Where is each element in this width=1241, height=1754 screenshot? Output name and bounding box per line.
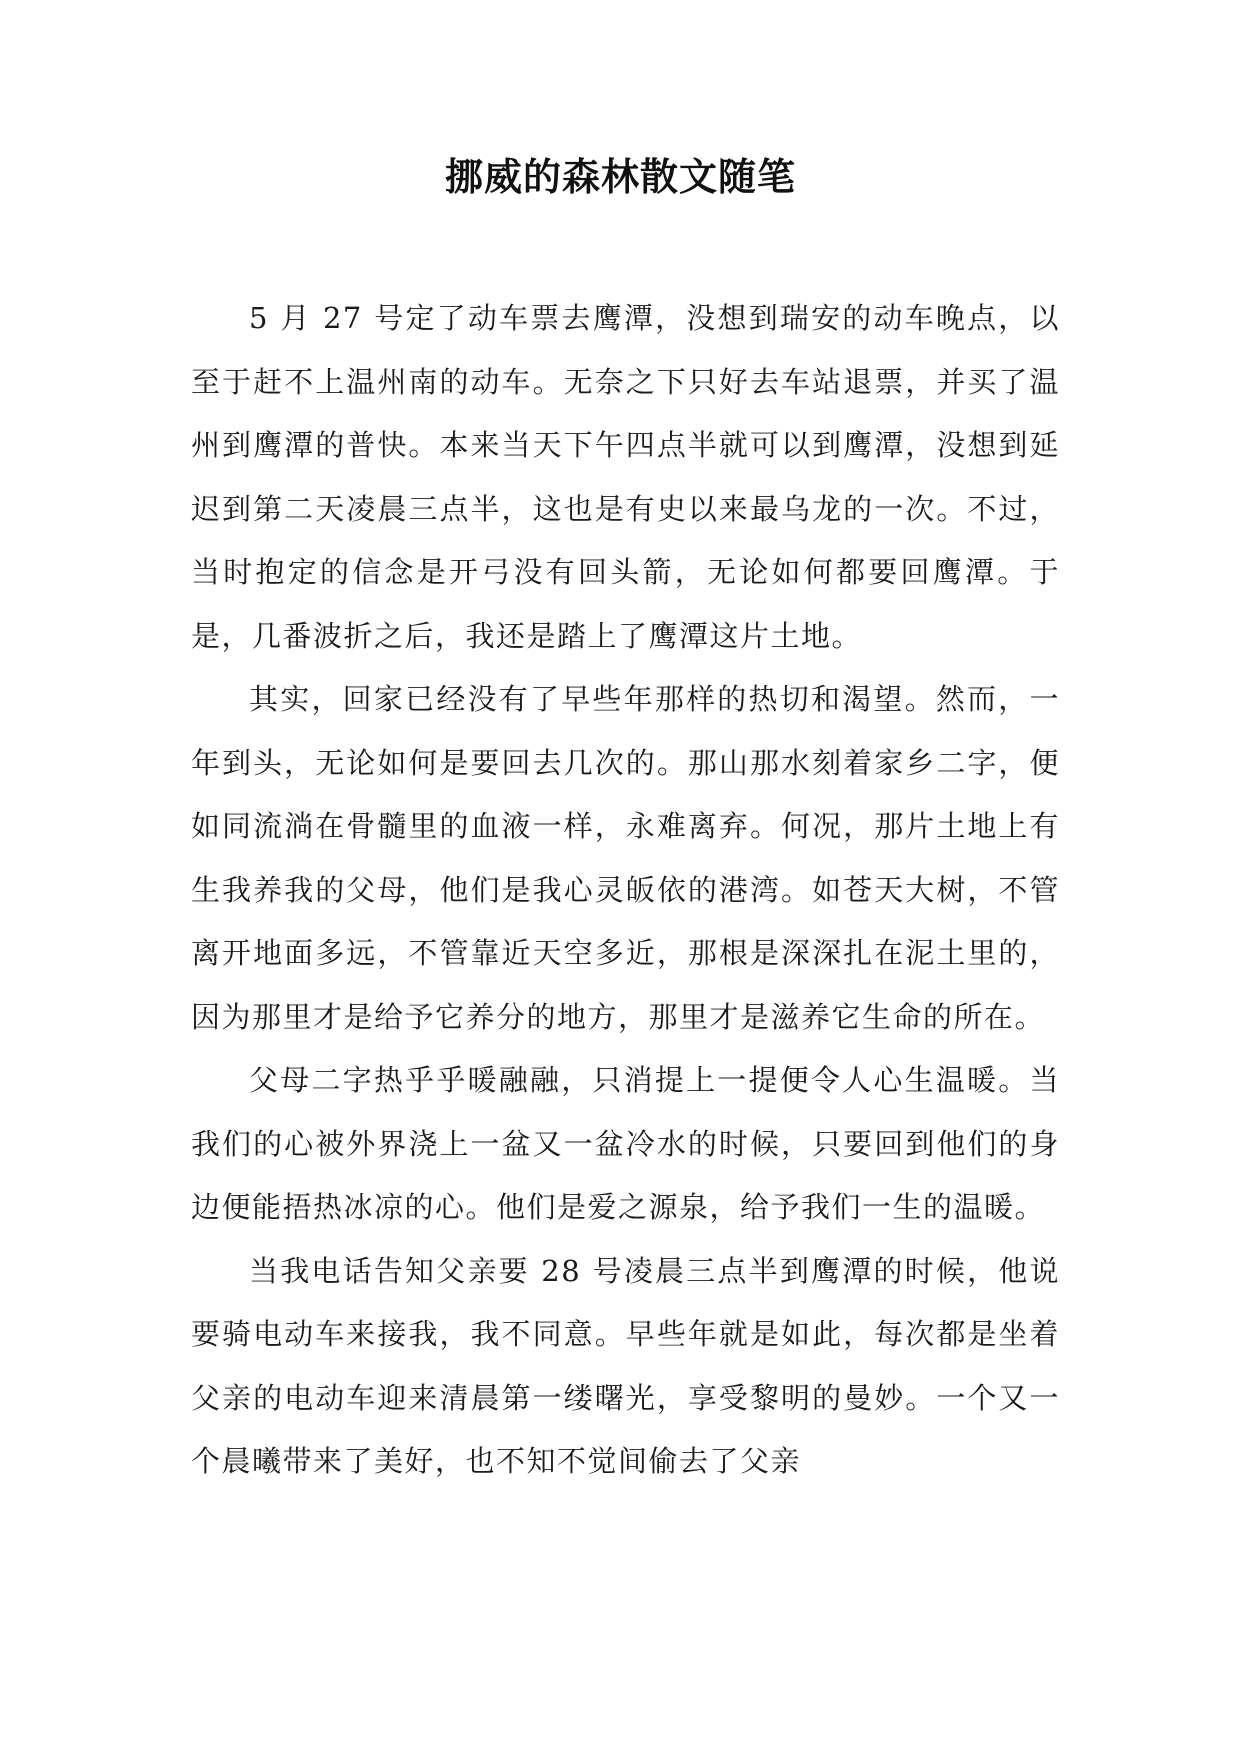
document-body: [191, 287, 1060, 1494]
paragraph-3: 父母二字热乎乎暖融融，只消提上一提便令人心生温暖。当我们的心被外界浇上一盆又一盆冷水的时候，只要回到他们的身边便能捂热冰凉的心。他们是爱之源泉，给予我们一生的温暖。: [191, 1063, 1060, 1224]
document-title: 挪威的森林散文随笔: [444, 154, 796, 199]
paragraph-4: 当我电话告知父亲要 28 号凌晨三点半到鹰潭的时候，他说要骑电动车来接我，我不同意。早些年就是如此，每次都是坐着父亲的电动车迎来清晨第一缕曙光，享受黎明的曼妙。一个又一个晨曦带来了美好，也不知不觉间偷去了父亲: [191, 1253, 1060, 1478]
paragraph-2: 其实，回家已经没有了早些年那样的热切和渴望。然而，一年到头，无论如何是要回去几次的。那山那水刻着家乡二字，便如同流淌在骨髓里的血液一样，永难离弃。何况，那片土地上有生我养我的父母，他们是我心灵皈依的港湾。如苍天大树，不管离开地面多远，不管靠近天空多近，那根是深深扎在泥土里的，因为那里才是给予它养分的地方，那里才是滋养它生命的所在。: [191, 682, 1060, 1034]
paragraph-1: 5 月 27 号定了动车票去鹰潭，没想到瑞安的动车晚点，以至于赶不上温州南的动车。无奈之下只好去车站退票，并买了温州到鹰潭的普快。本来当天下午四点半就可以到鹰潭，没想到延迟到第二天凌晨三点半，这也是有史以来最乌龙的一次。不过，当时抱定的信念是开弓没有回头箭，无论如何都要回鹰潭。于是，几番波折之后，我还是踏上了鹰潭这片土地。: [191, 301, 1060, 653]
